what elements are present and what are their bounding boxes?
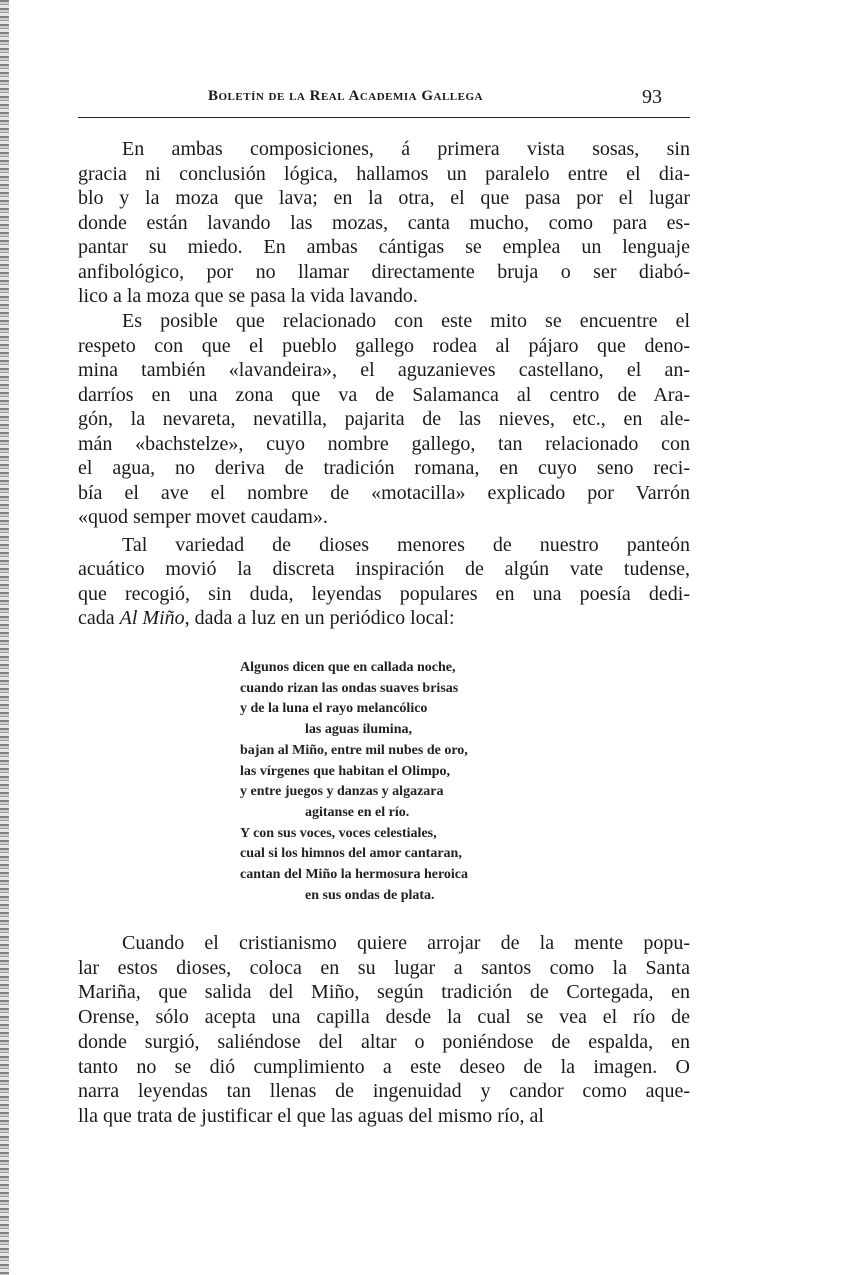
paragraph-4-line: tanto no se dió cumplimiento a este deseo de la imagen. O [78, 1055, 690, 1078]
paragraph-4-line: Orense, sólo acepta una capilla desde la cual se vea el río de [78, 1006, 690, 1029]
paragraph-2-line: mán «bachstelze», cuyo nombre gallego, tan relacionado con [78, 432, 690, 455]
paragraph-1-line: donde están lavando las mozas, canta mucho, como para es- [78, 211, 690, 234]
paragraph-2-line: «quod semper movet caudam». [78, 506, 328, 528]
poem-line: en sus ondas de plata. [305, 887, 435, 903]
paragraph-2-line: gón, la nevareta, nevatilla, pajarita de las nieves, etc., en ale- [78, 408, 690, 430]
paragraph-1-line: gracia ni conclusión lógica, hallamos un paralelo entre el dia- [78, 162, 690, 185]
scan-binding-edge [0, 0, 9, 1275]
paragraph-1-line: blo y la moza que lava; en la otra, el que pasa por el lugar [78, 187, 690, 209]
paragraph-4-line: narra leyendas tan llenas de ingenuidad y candor como aque- [78, 1080, 690, 1103]
paragraph-4-line: lar estos dioses, coloca en su lugar a santos como la Santa [78, 956, 690, 979]
header-rule [78, 117, 690, 118]
poem-line: cantan del Miño la hermosura heroica [240, 867, 469, 882]
paragraph-2-line: bía el ave el nombre de «motacilla» explicado por Varrón [78, 481, 690, 504]
poem-line: cual si los himnos del amor cantaran, [240, 846, 462, 862]
paragraph-4-line: lla que trata de justificar el que las aguas del mismo río, al [78, 1104, 544, 1127]
poem-line: Y con sus voces, voces celestiales, [240, 825, 437, 841]
poem-line: cuando rizan las ondas suaves brisas [240, 680, 459, 696]
paragraph-1-line: anfibológico, por no llamar directamente bruja o ser diabó- [78, 260, 690, 283]
paragraph-4-line: Cuando el cristianismo quiere arrojar de la mente popu- [122, 932, 690, 954]
page-header [78, 88, 690, 114]
poem-line: las vírgenes que habitan el Olimpo, [240, 763, 451, 779]
paragraph-3-line: Tal variedad de dioses menores de nuestro panteón [122, 534, 690, 556]
paragraph-2-line: mina también «lavandeira», el aguzanieves castellano, el an- [78, 359, 690, 381]
paragraph-4-line: donde surgió, saliéndose del altar o poniéndose de espalda, en [78, 1030, 690, 1053]
poem-line: las aguas ilumina, [305, 722, 412, 738]
page-number: 93 [642, 86, 662, 108]
poem-title: Al Miño [119, 607, 185, 630]
paragraph-2-line: el agua, no deriva de tradición romana, en cuyo seno reci- [78, 457, 690, 479]
running-title: Boletín de la Real Academia Gallega [208, 88, 483, 104]
paragraph-2-line: respeto con que el pueblo gallego rodea al pájaro que deno- [78, 334, 690, 357]
paragraph-3-line: que recogió, sin duda, leyendas populares en una poesía dedi- [78, 582, 690, 605]
poem-line: y de la luna el rayo melancólico [240, 701, 428, 717]
poem-line: y entre juegos y danzas y algazara [240, 784, 444, 800]
paragraph-3-line: cada Al Miño, dada a luz en un periódico local: [78, 607, 455, 630]
paragraph-2-line: darríos en una zona que va de Salamanca al centro de Ara- [78, 383, 690, 406]
poem-line: bajan al Miño, entre mil nubes de oro, [240, 742, 468, 758]
paragraph-1-line: pantar su miedo. En ambas cántigas se emplea un lenguaje [78, 236, 690, 258]
paragraph-1-line: En ambas composiciones, á primera vista sosas, sin [122, 138, 690, 160]
poem-line: agitanse en el río. [305, 804, 410, 820]
paragraph-1-line: lico a la moza que se pasa la vida lavando. [78, 285, 418, 307]
paragraph-4-line: Mariña, que salida del Miño, según tradición de Cortegada, en [78, 981, 690, 1004]
paragraph-2-line: Es posible que relacionado con este mito se encuentre el [122, 310, 690, 332]
paragraph-3-line: acuático movió la discreta inspiración de algún vate tudense, [78, 558, 690, 581]
poem-line: Algunos dicen que en callada noche, [240, 660, 456, 675]
